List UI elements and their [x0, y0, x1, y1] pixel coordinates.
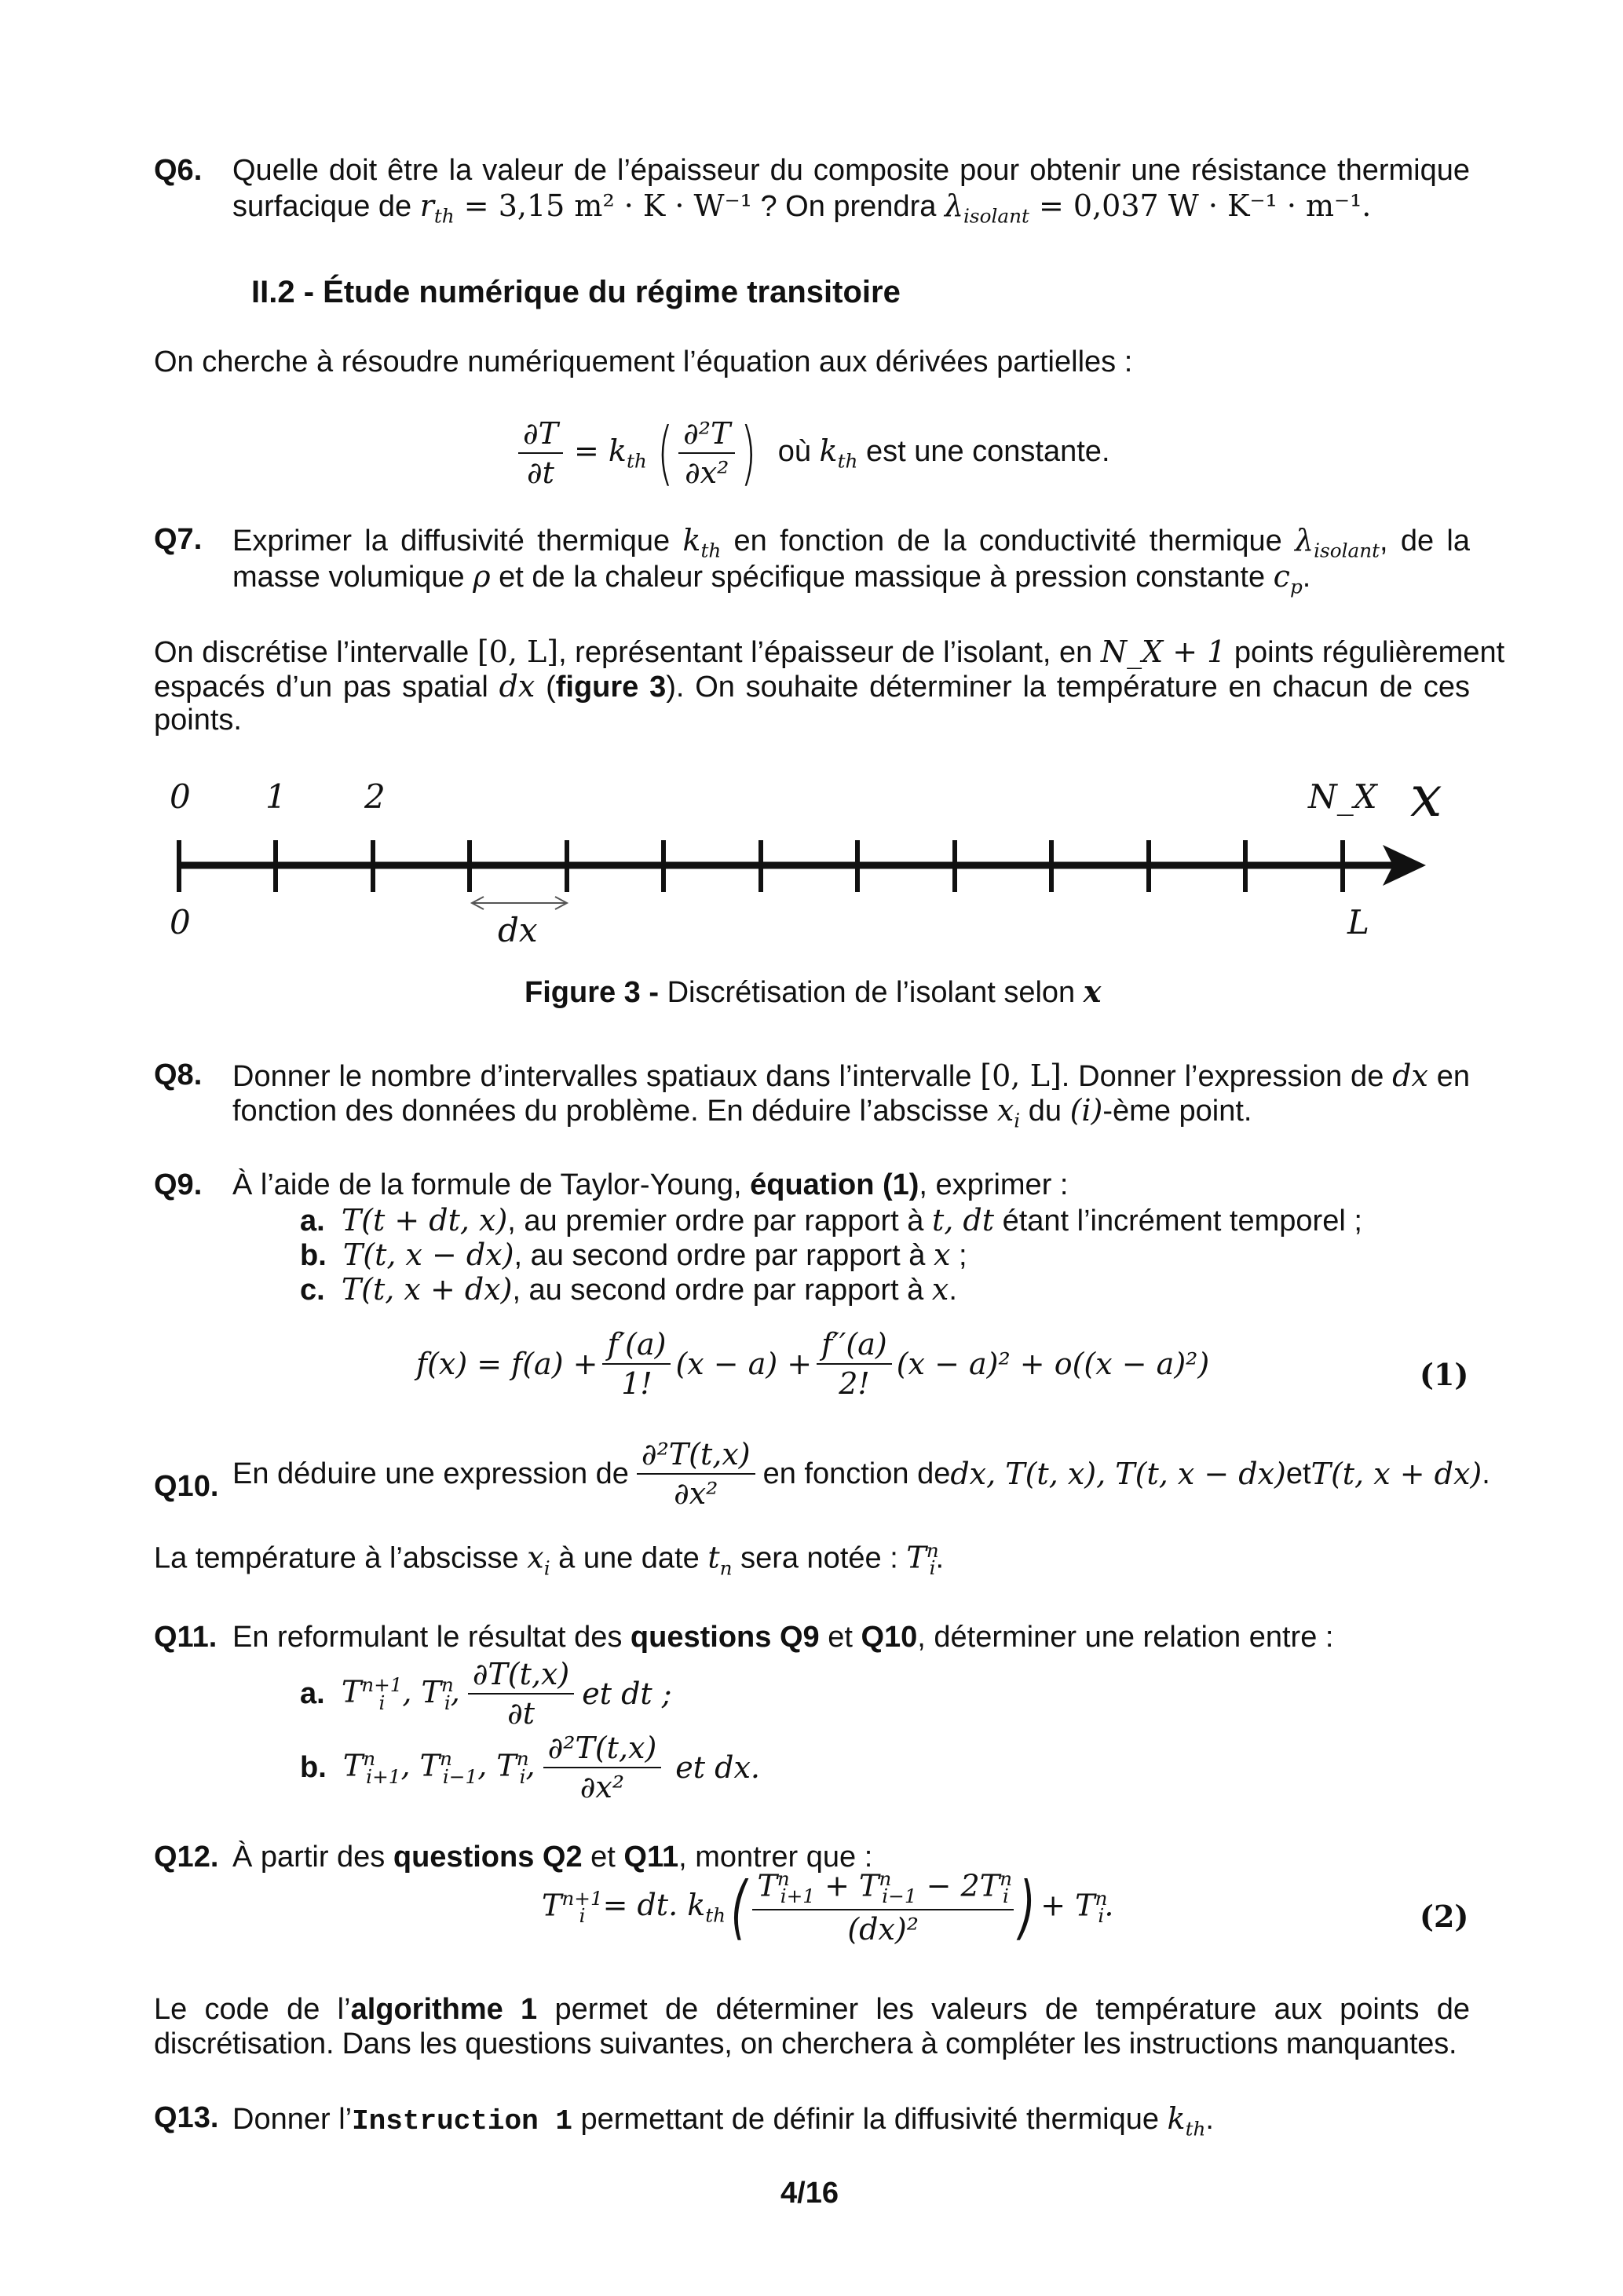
- q9-item-a: a. T(t + dt, x), au premier ordre par rapport à t, dt étant l’incrément temporel ;: [300, 1203, 1362, 1238]
- q10-label: Q10.: [154, 1470, 219, 1503]
- q12-line1: À partir des questions Q2 et Q11, montrer que :: [232, 1841, 873, 1874]
- q10-line: En déduire une expression de $\frac{\text{∂²T(t,x)}}{\text{∂x²}}$ en fonction de dx, T(t, x), T(t, x − dx) et T(t, x + dx) .: [232, 1437, 1490, 1511]
- q8-label: Q8.: [154, 1058, 203, 1091]
- section-title: II.2 - Étude numérique du régime transitoire: [251, 275, 901, 309]
- bottom-label-dx: dx: [498, 911, 538, 949]
- q9-item-c: c. T(t, x + dx), au second ordre par rapport à x.: [300, 1272, 957, 1307]
- equation-2-number: (2): [1420, 1899, 1469, 1934]
- dx-arrow: [472, 897, 567, 909]
- discretization-axis: [154, 777, 1489, 966]
- q11-item-a: a. $T^{n+1}_i$ , $T^n_i$, $\frac{\partial T(t,x)}{\partial t}$ et dt ;: [300, 1657, 672, 1731]
- axis-label-x: x: [1410, 763, 1442, 829]
- equation-2: $T^{n+1}_i$ = dt. $k_{th}$ ( $\frac{T^n_{i+1} + T^n_{i-1} - 2T^n_i}{\text{(dx)²}}$ ) + $T^n_i$.: [542, 1866, 1114, 1947]
- q6-line2: surfacique de $r_{th} = 3,15$ m² · K · W⁻¹ ? On prendra $\lambda_{isolant} = 0,037$ W · K⁻¹ · m⁻¹.: [232, 188, 1372, 228]
- tick-label-2: 2: [364, 777, 386, 816]
- tick-label-1: 1: [265, 777, 287, 816]
- q11-line1: En reformulant le résultat des questions Q9 et Q10, déterminer une relation entre :: [232, 1621, 1334, 1654]
- bottom-label-0: 0: [170, 903, 191, 941]
- disc-line3: points.: [154, 704, 242, 737]
- disc-line1: On discrétise l’intervalle [0, L], représentant l’épaisseur de l’isolant, en N_X + 1 points régulièrement: [154, 634, 1505, 669]
- q7-line2: masse volumique ρ et de la chaleur spécifique massique à pression constante $c_p$.: [232, 559, 1311, 598]
- q9-line1: À l’aide de la formule de Taylor-Young, équation (1), exprimer :: [232, 1168, 1069, 1201]
- q9-label: Q9.: [154, 1168, 203, 1201]
- q12-label: Q12.: [154, 1841, 219, 1874]
- equation-1-number: (1): [1420, 1357, 1469, 1392]
- q6-label: Q6.: [154, 154, 203, 187]
- q11-label: Q11.: [154, 1621, 217, 1654]
- q8-line2: fonction des données du problème. En déduire l’abscisse $x_i$ du (i)-ème point.: [232, 1093, 1252, 1132]
- figure-3: [154, 763, 1489, 966]
- q6-line1: Quelle doit être la valeur de l’épaisseur du composite pour obtenir une résistance thermique: [232, 154, 1470, 187]
- q8-line1: Donner le nombre d’intervalles spatiaux dans l’intervalle [0, L]. Donner l’expression de dx en: [232, 1058, 1470, 1093]
- intro-text: On cherche à résoudre numériquement l’équation aux dérivées partielles :: [154, 345, 1133, 378]
- disc-line2: espacés d’un pas spatial dx (figure 3). On souhaite déterminer la température en chacun de ces: [154, 669, 1470, 704]
- q7-line1: Exprimer la diffusivité thermique $k_{th}$ en fonction de la conductivité thermique $\lambda_{isolant}$, de la: [232, 523, 1470, 562]
- tick-label-0: 0: [170, 777, 191, 816]
- pde-equation: $\frac{\partial T}{\partial t}$ = $k_{th}$ ( $\frac{\text{∂²T}}{\text{∂x²}}$ ) où $k_{th}$ est une constante.: [518, 416, 1110, 490]
- temp-note: La température à l’abscisse $x_i$ à une date $t_n$ sera notée : $T^n_i$.: [154, 1539, 945, 1580]
- equation-1: f(x) = f(a) + $\frac{f'(a)}{1!}$ (x − a) + $\frac{f''(a)}{2!}$ (x − a)² + o((x − a)²): [416, 1327, 1210, 1401]
- algo-line1: Le code de l’algorithme 1 permet de déterminer les valeurs de température aux points de: [154, 1993, 1470, 2026]
- q13-label: Q13.: [154, 2101, 219, 2134]
- q7-label: Q7.: [154, 523, 203, 556]
- q13-line: Donner l’Instruction 1 permettant de définir la diffusivité thermique $k_{th}$.: [232, 2101, 1214, 2141]
- algo-line2: discrétisation. Dans les questions suivantes, on cherchera à compléter les instructions manquantes.: [154, 2027, 1457, 2060]
- figure-caption: Figure 3 - Discrétisation de l’isolant selon x: [525, 974, 1102, 1009]
- q9-item-b: b. T(t, x − dx), au second ordre par rapport à x ;: [300, 1238, 967, 1272]
- page-number: 4/16: [780, 2177, 839, 2210]
- bottom-label-L: L: [1347, 903, 1369, 941]
- q11-item-b: b. $T^n_{i+1}$, $T^n_{i-1}$, $T^n_i$, $\frac{\text{∂²T(t,x)}}{\text{∂x²}}$ et dx.: [300, 1731, 760, 1804]
- tick-label-nx: N_X: [1308, 777, 1377, 816]
